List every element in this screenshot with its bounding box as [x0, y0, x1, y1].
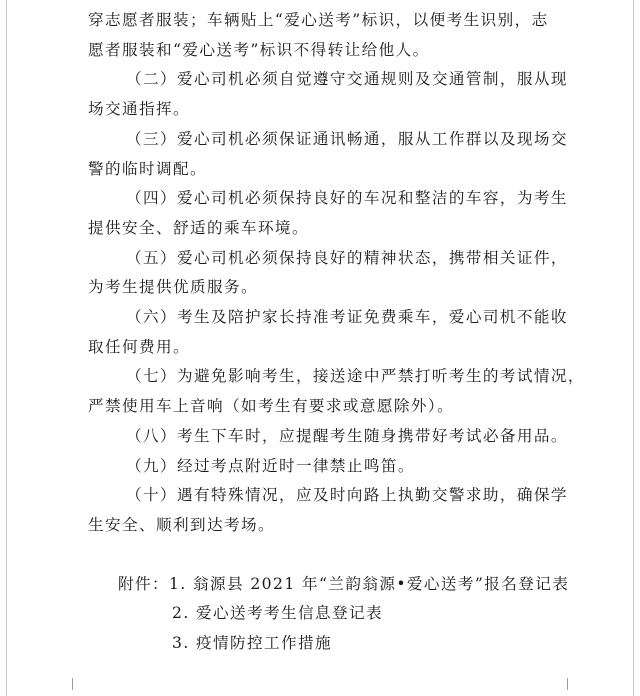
clause-3: （三）爱心司机必须保证通讯畅通，服从工作群以及现场交: [126, 129, 568, 148]
body-line: 愿者服装和“爱心送考”标识不得转让给他人。: [88, 40, 430, 59]
page-edge-left: [6, 0, 7, 696]
body-line: 严禁使用车上音响（如考生有要求或意愿除外）。: [88, 397, 455, 416]
margin-corner-mark: [567, 678, 580, 690]
clause-10: （十）遇有特殊情况，应及时向路上执勤交警求助，确保学: [126, 486, 568, 505]
body-line: 为考生提供优质服务。: [88, 278, 258, 297]
blank-line: [88, 541, 558, 570]
attachments-list: [88, 570, 570, 659]
clause-2: （二）爱心司机必须自觉遵守交通规则及交通管制，服从现: [126, 70, 568, 89]
document-body: [88, 6, 585, 659]
clause-8: （八）考生下车时，应提醒考生随身携带好考试必备用品。: [126, 426, 568, 445]
body-line: 取任何费用。: [88, 337, 190, 356]
body-line: 场交通指挥。: [88, 100, 190, 119]
attachment-item: 2. 爱心送考考生信息登记表: [172, 604, 383, 623]
clause-5: （五）爱心司机必须保持良好的精神状态，携带相关证件，: [126, 248, 568, 267]
clause-4: （四）爱心司机必须保持良好的车况和整洁的车容，为考生: [126, 189, 568, 208]
margin-corner-mark: [60, 678, 73, 690]
body-line: 提供安全、舒适的乘车环境。: [88, 218, 309, 237]
body-line: 生安全、顺利到达考场。: [88, 515, 275, 534]
body-line: 警的临时调配。: [88, 159, 207, 178]
clause-6: （六）考生及陪护家长持准考证免费乘车，爱心司机不能收: [126, 308, 568, 327]
clause-9: （九）经过考点附近时一律禁止鸣笛。: [126, 456, 415, 475]
clause-7: （七）为避免影响考生，接送途中严禁打听考生的考试情况，: [126, 367, 585, 386]
attachment-item: 3. 疫情防控工作措施: [172, 634, 332, 653]
attachment-item: 附件：1. 翁源县 2021 年“兰韵翁源•爱心送考”报名登记表: [118, 574, 570, 593]
body-line: 穿志愿者服装；车辆贴上“爱心送考”标识，以便考生识别，志: [88, 11, 549, 29]
page-edge-right: [633, 0, 634, 696]
